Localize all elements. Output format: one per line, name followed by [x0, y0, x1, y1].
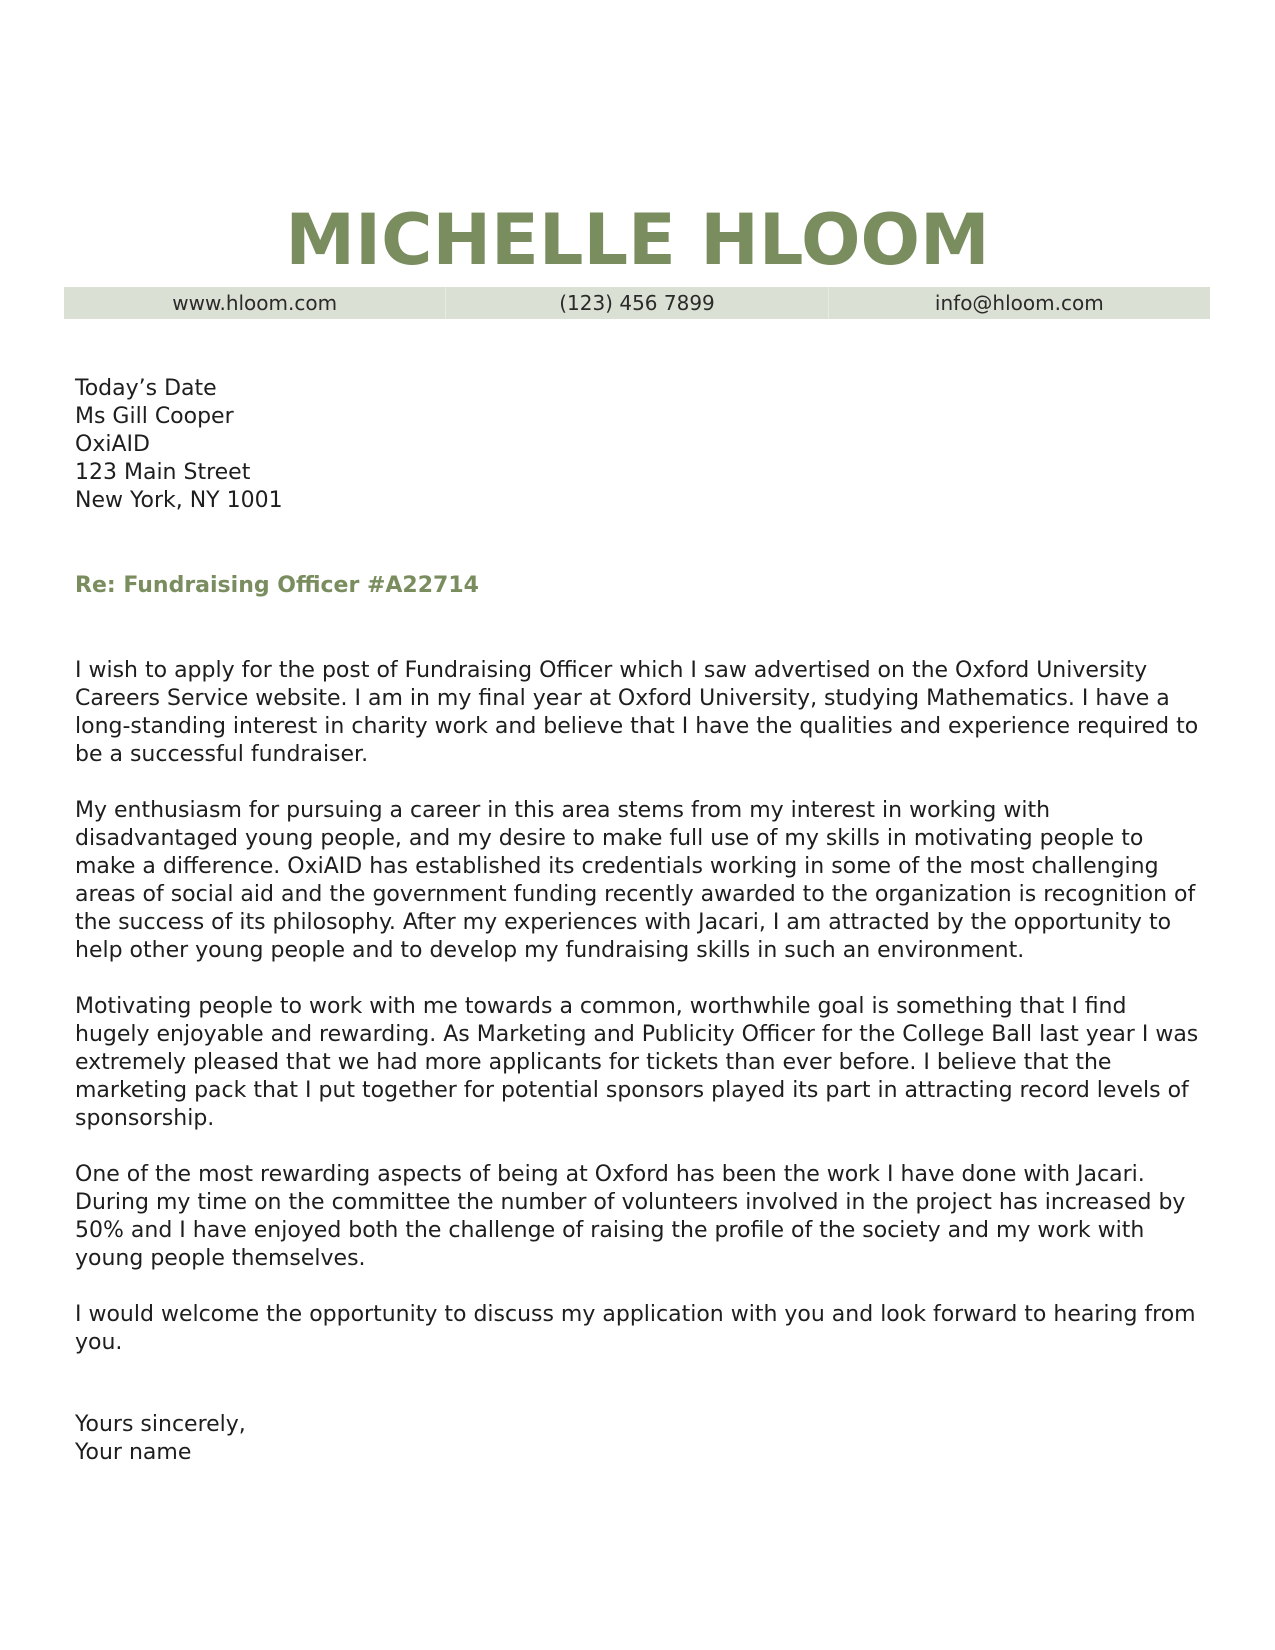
subject-line: Re: Fundraising Officer #A22714: [75, 573, 479, 598]
closing-block: [75, 1411, 246, 1467]
applicant-name: MICHELLE HLOOM: [285, 199, 990, 281]
paragraph: My enthusiasm for pursuing a career in this area stems from my interest in working with disadvantaged young people, and my desire to make full use of my skills in motivating people to make a difference. OxiAID has established its credentials working in some of the most challenging areas of social aid and the government funding recently awarded to the organization is recognition of the success of its philosophy. After my experiences with Jacari, I am attracted by the opportunity to help other young people and to develop my fundraising skills in such an environment.: [75, 798, 1196, 963]
paragraph: I would welcome the opportunity to discuss my application with you and look forward to hearing from you.: [75, 1302, 1196, 1355]
paragraph: I wish to apply for the post of Fundraising Officer which I saw advertised on the Oxford University Careers Service website. I am in my final year at Oxford University, studying Mathematics. I have a long-standing interest in charity work and believe that I have the qualities and experience required to be a successful fundraiser.: [75, 658, 1199, 767]
company-name: OxiAID: [75, 432, 150, 457]
address-block: [75, 375, 283, 515]
paragraph: One of the most rewarding aspects of being at Oxford has been the work I have done with Jacari. During my time on the committee the number of volunteers involved in the project has increased by 50% and I have enjoyed both the challenge of raising the profile of the society and my work with young people themselves.: [75, 1162, 1186, 1271]
salutation: Yours sincerely,: [75, 1412, 246, 1437]
contact-bar: [64, 287, 1210, 319]
paragraph: Motivating people to work with me towards a common, worthwhile goal is something that I find hugely enjoyable and rewarding. As Marketing and Publicity Officer for the College Ball last year I was extremely pleased that we had more applicants for tickets than ever before. I believe that the marketing pack that I put together for potential sponsors played its part in attracting record levels of sponsorship.: [75, 994, 1199, 1131]
phone-text: (123) 456 7899: [445, 287, 827, 319]
city-line: New York, NY 1001: [75, 488, 283, 513]
date-line: Today’s Date: [75, 376, 217, 401]
signature: Your name: [75, 1440, 192, 1465]
letter-body: [75, 657, 1205, 1385]
website-text: www.hloom.com: [172, 291, 338, 315]
recipient-name: Ms Gill Cooper: [75, 404, 234, 429]
street-address: 123 Main Street: [75, 460, 251, 485]
email-text: info@hloom.com: [828, 287, 1210, 319]
